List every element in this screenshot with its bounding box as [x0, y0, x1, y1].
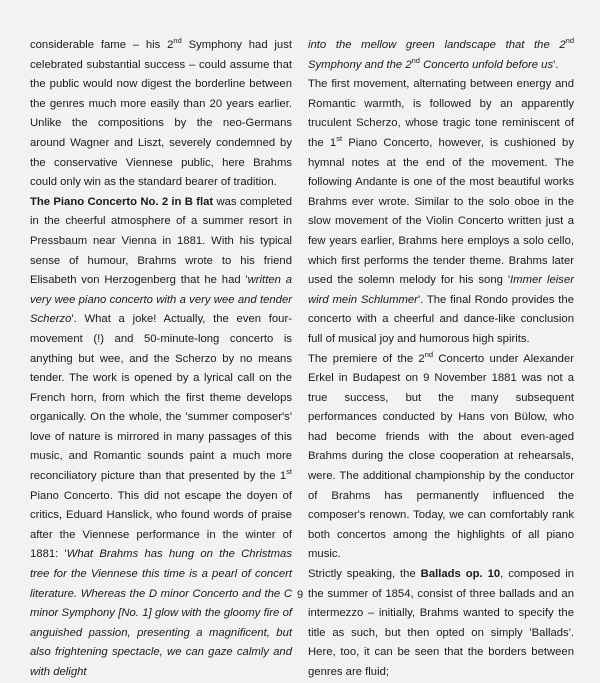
ordinal-superscript: st: [286, 467, 292, 477]
paragraph: [308, 75, 574, 349]
italic-run: written a very wee piano concerto with a very wee and tender Scherzo: [30, 274, 293, 326]
italic-run: Symphony and the 2: [308, 58, 412, 71]
paragraph: [308, 36, 574, 75]
italic-run: Immer leiser wird mein Schlummer: [308, 274, 574, 306]
bold-run: Ballads op. 10: [420, 568, 501, 581]
ordinal-superscript: nd: [424, 349, 434, 359]
text-run: , composed in the summer of 1854, consist of three ballads and an intermezzo – initially, Brahms wanted to specify the title as such, but then opted on simply 'Ballads'. Here, too, it can be seen that the borders between genres are fluid;: [308, 568, 575, 678]
ordinal-superscript: st: [336, 133, 343, 143]
italic-run: Concerto unfold before us: [419, 58, 554, 71]
text-run: '. The final Rondo provides the concerto with a cheerful and dance-like conclusion full of musical joy and humorous high spirits.: [308, 293, 574, 345]
text-run: Symphony had just celebrated substantial success – could assume that the public would now digest the borderline between the genres much more easily than 20 years earlier. Unlike the compositions by the neo-Germans around Wagner and Liszt, severely condemned by the conservative Viennese public, here Brahms could only win as the standard bearer of tradition.: [30, 39, 292, 189]
text-run: was completed in the cheerful atmosphere of a summer resort in Pressbaum near Vienna in 1881. With his typical sense of humour, Brahms wrote to his friend Elisabeth von Herzogenberg that he had ': [30, 195, 292, 287]
italic-run: into the mellow green landscape that the 2: [308, 39, 566, 51]
text-run: considerable fame – his 2: [30, 39, 174, 51]
text-run: Piano Concerto. This did not escape the doyen of critics, Eduard Hanslick, who found words of praise after the Viennese performance in the winter of 1881: ': [30, 489, 292, 561]
ordinal-superscript: nd: [565, 36, 574, 45]
paragraph: [308, 565, 574, 683]
italic-run: What Brahms has hung on the Christmas tree for the Viennese this time is a pearl of concert literature. Whereas the D minor Concerto and the C minor Symphony [No. 1] glow with the gloomy fire of anguished passion, presenting a magnificent, but also frightening spectacle, we can gaze calmly and with delight: [30, 548, 292, 678]
right-column: [308, 36, 574, 683]
text-run: Concerto under Alexander Erkel in Budapest on 9 November 1881 was not a true success, but the many subsequent performances conducted by Hans von Bülow, who had become friends with the about even-aged Brahms during the close cooperation at rehearsals, were. The additional championship by the conductor of Brahms has permanently influenced the composer's renown. Today, we can comfortably rank both concertos among the highlights of all piano music.: [308, 352, 574, 561]
text-run: '.: [553, 58, 559, 71]
text-run: '. What a joke! Actually, the even four-movement (!) and 50-minute-long concerto is anything but wee, and the Scherzo by no means tender. The work is opened by a lyrical call on the French horn, from which the first theme develops organically. On the whole, the 'summer composer's' love of nature is mirrored in many passages of this music, and Romantic sounds paint a much more reconciliatory picture than that presented by the 1: [30, 313, 292, 483]
paragraph: [308, 350, 574, 566]
ordinal-superscript: nd: [411, 55, 420, 65]
text-run: The first movement, alternating between energy and Romantic warmth, is followed by an apparently truculent Scherzo, whose tragic tone reminiscent of the 1: [308, 78, 574, 149]
ordinal-superscript: nd: [173, 36, 182, 45]
text-run: The premiere of the 2: [308, 352, 425, 365]
page-number: 9: [296, 589, 304, 601]
text-run: Strictly speaking, the: [308, 568, 421, 581]
left-column: [30, 36, 292, 683]
text-run: Piano Concerto, however, is cushioned by hymnal notes at the end of the movement. The following Andante is one of the most beautiful works Brahms ever wrote. Similar to the solo oboe in the slow movement of the Violin Concerto written just a few years earlier, Brahms here employs a solo cello, which first performs the tender theme. Brahms later used the solemn melody for his song ': [308, 136, 574, 287]
paragraph: [30, 36, 292, 193]
bold-run: The Piano Concerto No. 2 in B flat: [30, 195, 214, 208]
paragraph: [30, 193, 292, 683]
